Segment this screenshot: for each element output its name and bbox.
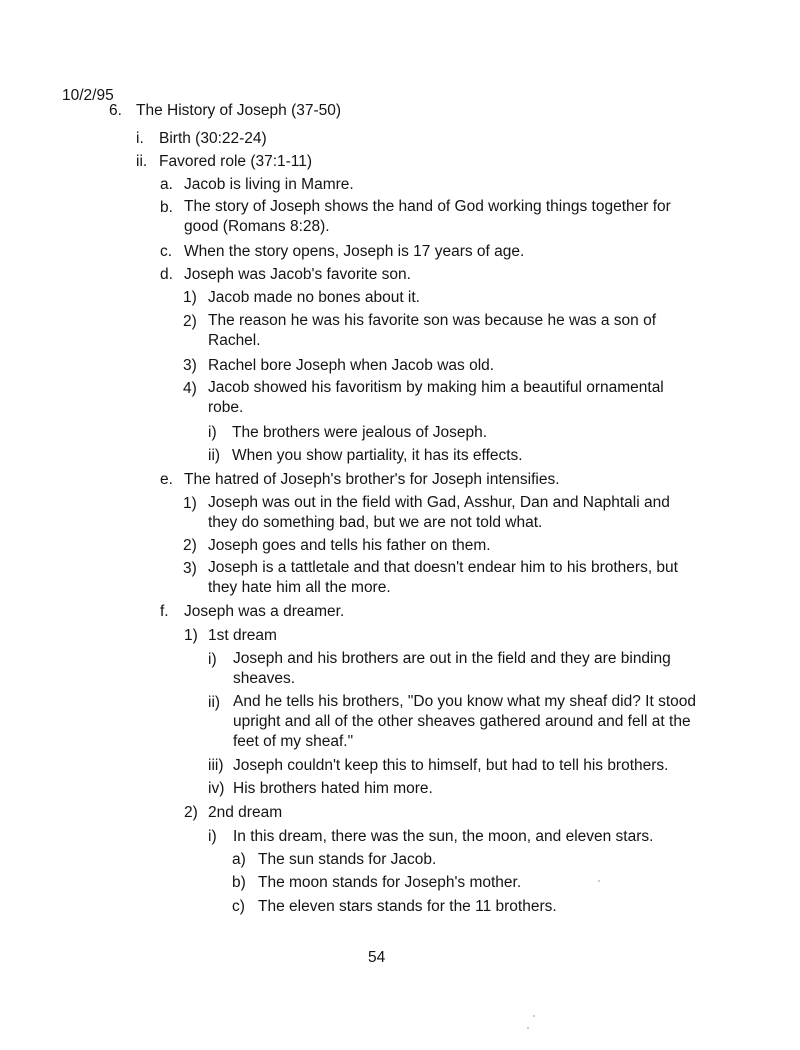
outline-item: When the story opens, Joseph is 17 years of age. — [184, 243, 525, 260]
outline-item: 1st dream — [208, 627, 277, 644]
outline-item: Joseph goes and tells his father on them. — [208, 537, 491, 554]
item-label: f. — [160, 603, 169, 620]
scan-speck — [527, 1027, 529, 1029]
outline-item: Birth (30:22-24) — [159, 130, 267, 147]
scan-speck — [533, 1015, 535, 1017]
outline-item: The hatred of Joseph's brother's for Joseph intensifies. — [184, 471, 560, 488]
outline-item: The eleven stars stands for the 11 brothers. — [258, 898, 557, 915]
outline-item: And he tells his brothers, "Do you know what my sheaf did? It stood upright and all of the other sheaves gathered around and fell at the feet of my sheaf." — [233, 693, 696, 750]
item-label: c) — [232, 898, 245, 915]
item-label: iii) — [208, 757, 224, 774]
item-label: i) — [208, 651, 217, 668]
outline-item: His brothers hated him more. — [233, 780, 433, 797]
outline-item: The brothers were jealous of Joseph. — [232, 424, 488, 441]
item-label: b) — [232, 874, 246, 891]
outline-item: Jacob showed his favoritism by making him a beautiful ornamental robe. — [208, 379, 664, 416]
outline-item: Jacob is living in Mamre. — [184, 176, 354, 193]
outline-item: Joseph is a tattletale and that doesn't endear him to his brothers, but they hate him all the more. — [208, 559, 678, 596]
item-label: 4) — [183, 380, 197, 397]
outline-item: Joseph was Jacob's favorite son. — [184, 266, 411, 283]
outline-item: Rachel bore Joseph when Jacob was old. — [208, 357, 495, 374]
outline-item: Jacob made no bones about it. — [208, 289, 420, 306]
item-label: ii) — [208, 447, 221, 464]
item-label: c. — [160, 243, 173, 260]
item-label: 1) — [184, 627, 198, 644]
item-label: ii) — [208, 694, 221, 711]
item-label: b. — [160, 199, 173, 216]
outline-item: The moon stands for Joseph's mother. — [258, 874, 522, 891]
item-label: a) — [232, 851, 246, 868]
outline-item: When you show partiality, it has its effects. — [232, 447, 523, 464]
outline-item: Favored role (37:1-11) — [159, 153, 313, 170]
item-label: i) — [208, 828, 217, 845]
item-label: e. — [160, 471, 173, 488]
item-label: i) — [208, 424, 217, 441]
date: 10/2/95 — [62, 87, 114, 104]
page-number: 54 — [368, 949, 386, 966]
outline-item: The reason he was his favorite son was because he was a son of Rachel. — [208, 312, 657, 349]
outline-item: In this dream, there was the sun, the moon, and eleven stars. — [233, 828, 654, 845]
item-label: 1) — [183, 495, 197, 512]
outline-item: The sun stands for Jacob. — [258, 851, 437, 868]
outline-item: Joseph was a dreamer. — [184, 603, 345, 620]
item-label: 2) — [183, 537, 197, 554]
item-label: 2) — [183, 313, 197, 330]
item-label: d. — [160, 266, 173, 283]
item-label: ii. — [136, 153, 148, 170]
item-label: 2) — [184, 804, 198, 821]
item-label: 3) — [183, 357, 197, 374]
section-label: 6. — [109, 102, 122, 119]
outline-item: Joseph and his brothers are out in the field and they are binding sheaves. — [233, 650, 671, 687]
outline-item: Joseph was out in the field with Gad, Asshur, Dan and Naphtali and they do something bad, but we are not told what. — [208, 494, 670, 531]
outline-item: 2nd dream — [208, 804, 283, 821]
outline-item: Joseph couldn't keep this to himself, but had to tell his brothers. — [233, 757, 669, 774]
item-label: 3) — [183, 560, 197, 577]
outline-item: The story of Joseph shows the hand of God working things together for good (Romans 8:28). — [184, 198, 671, 235]
item-label: iv) — [208, 780, 225, 797]
item-label: a. — [160, 176, 173, 193]
item-label: i. — [136, 130, 144, 147]
section-title: The History of Joseph (37-50) — [136, 102, 342, 119]
scan-speck — [598, 880, 600, 882]
item-label: 1) — [183, 289, 197, 306]
